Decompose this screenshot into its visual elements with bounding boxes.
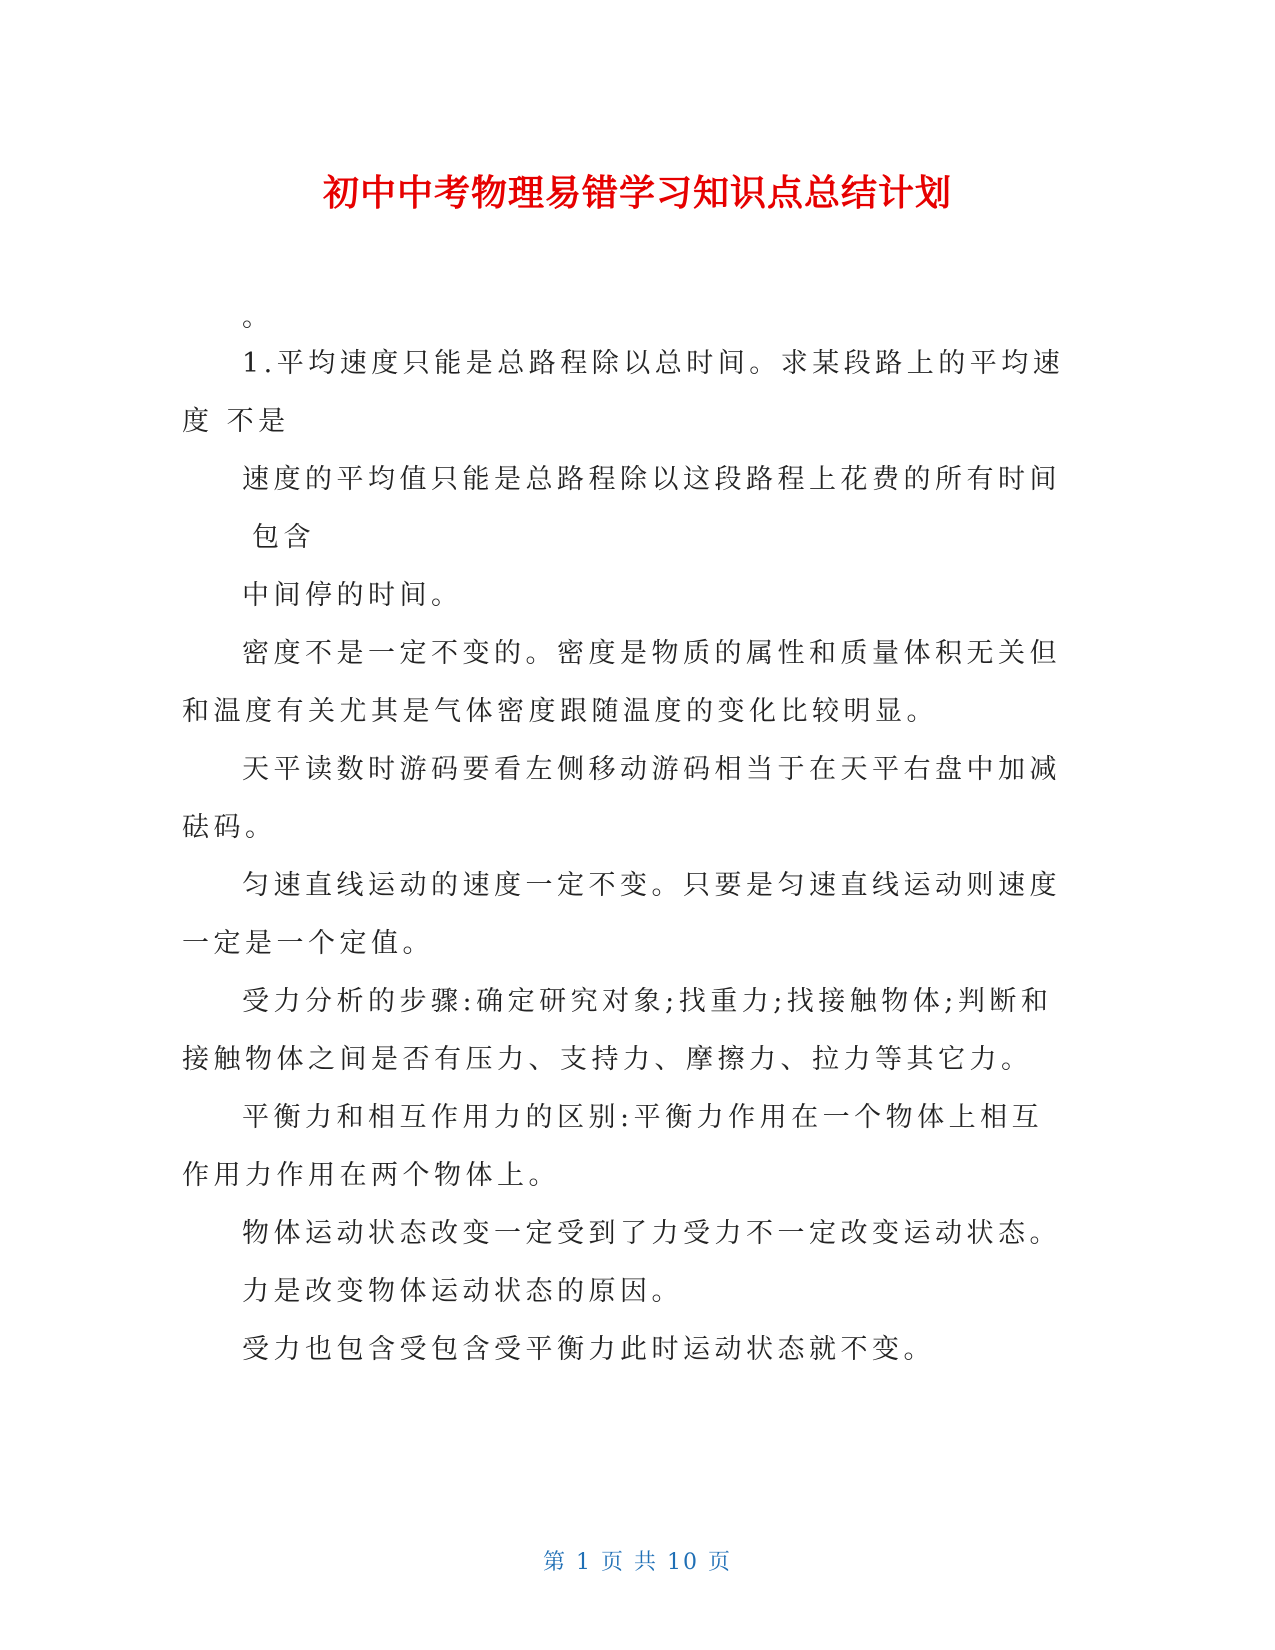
- body-line: 天平读数时游码要看左侧移动游码相当于在天平右盘中加减: [242, 754, 1061, 785]
- body-line: 匀速直线运动的速度一定不变。只要是匀速直线运动则速度: [242, 870, 1061, 901]
- body-line: 砝码。: [182, 812, 277, 843]
- body-line: 受力也包含受包含受平衡力此时运动状态就不变。: [242, 1334, 935, 1365]
- body-line: 中间停的时间。: [242, 580, 463, 611]
- page-number-footer: 第 1 页 共 10 页: [543, 1550, 732, 1575]
- document-title: 初中中考物理易错学习知识点总结计划: [322, 173, 952, 214]
- body-line: 接触物体之间是否有压力、支持力、摩擦力、拉力等其它力。: [182, 1044, 1033, 1075]
- body-line: 包含: [252, 522, 315, 553]
- body-line: 一定是一个定值。: [182, 928, 434, 959]
- body-line: 力是改变物体运动状态的原因。: [242, 1276, 683, 1307]
- body-line: 作用力作用在两个物体上。: [182, 1160, 560, 1191]
- body-line: 受力分析的步骤:确定研究对象;找重力;找接触物体;判断和: [242, 986, 1053, 1017]
- body-line: 度 不是: [182, 406, 290, 437]
- body-line: 平衡力和相互作用力的区别:平衡力作用在一个物体上相互: [242, 1102, 1044, 1133]
- body-line: 物体运动状态改变一定受到了力受力不一定改变运动状态。: [242, 1218, 1061, 1249]
- body-line: 。: [242, 302, 274, 333]
- body-line: 速度的平均值只能是总路程除以这段路程上花费的所有时间: [242, 464, 1061, 495]
- body-line: 和温度有关尤其是气体密度跟随温度的变化比较明显。: [182, 696, 938, 727]
- body-line: 1.平均速度只能是总路程除以总时间。求某段路上的平均速: [242, 348, 1065, 379]
- body-line: 密度不是一定不变的。密度是物质的属性和质量体积无关但: [242, 638, 1061, 669]
